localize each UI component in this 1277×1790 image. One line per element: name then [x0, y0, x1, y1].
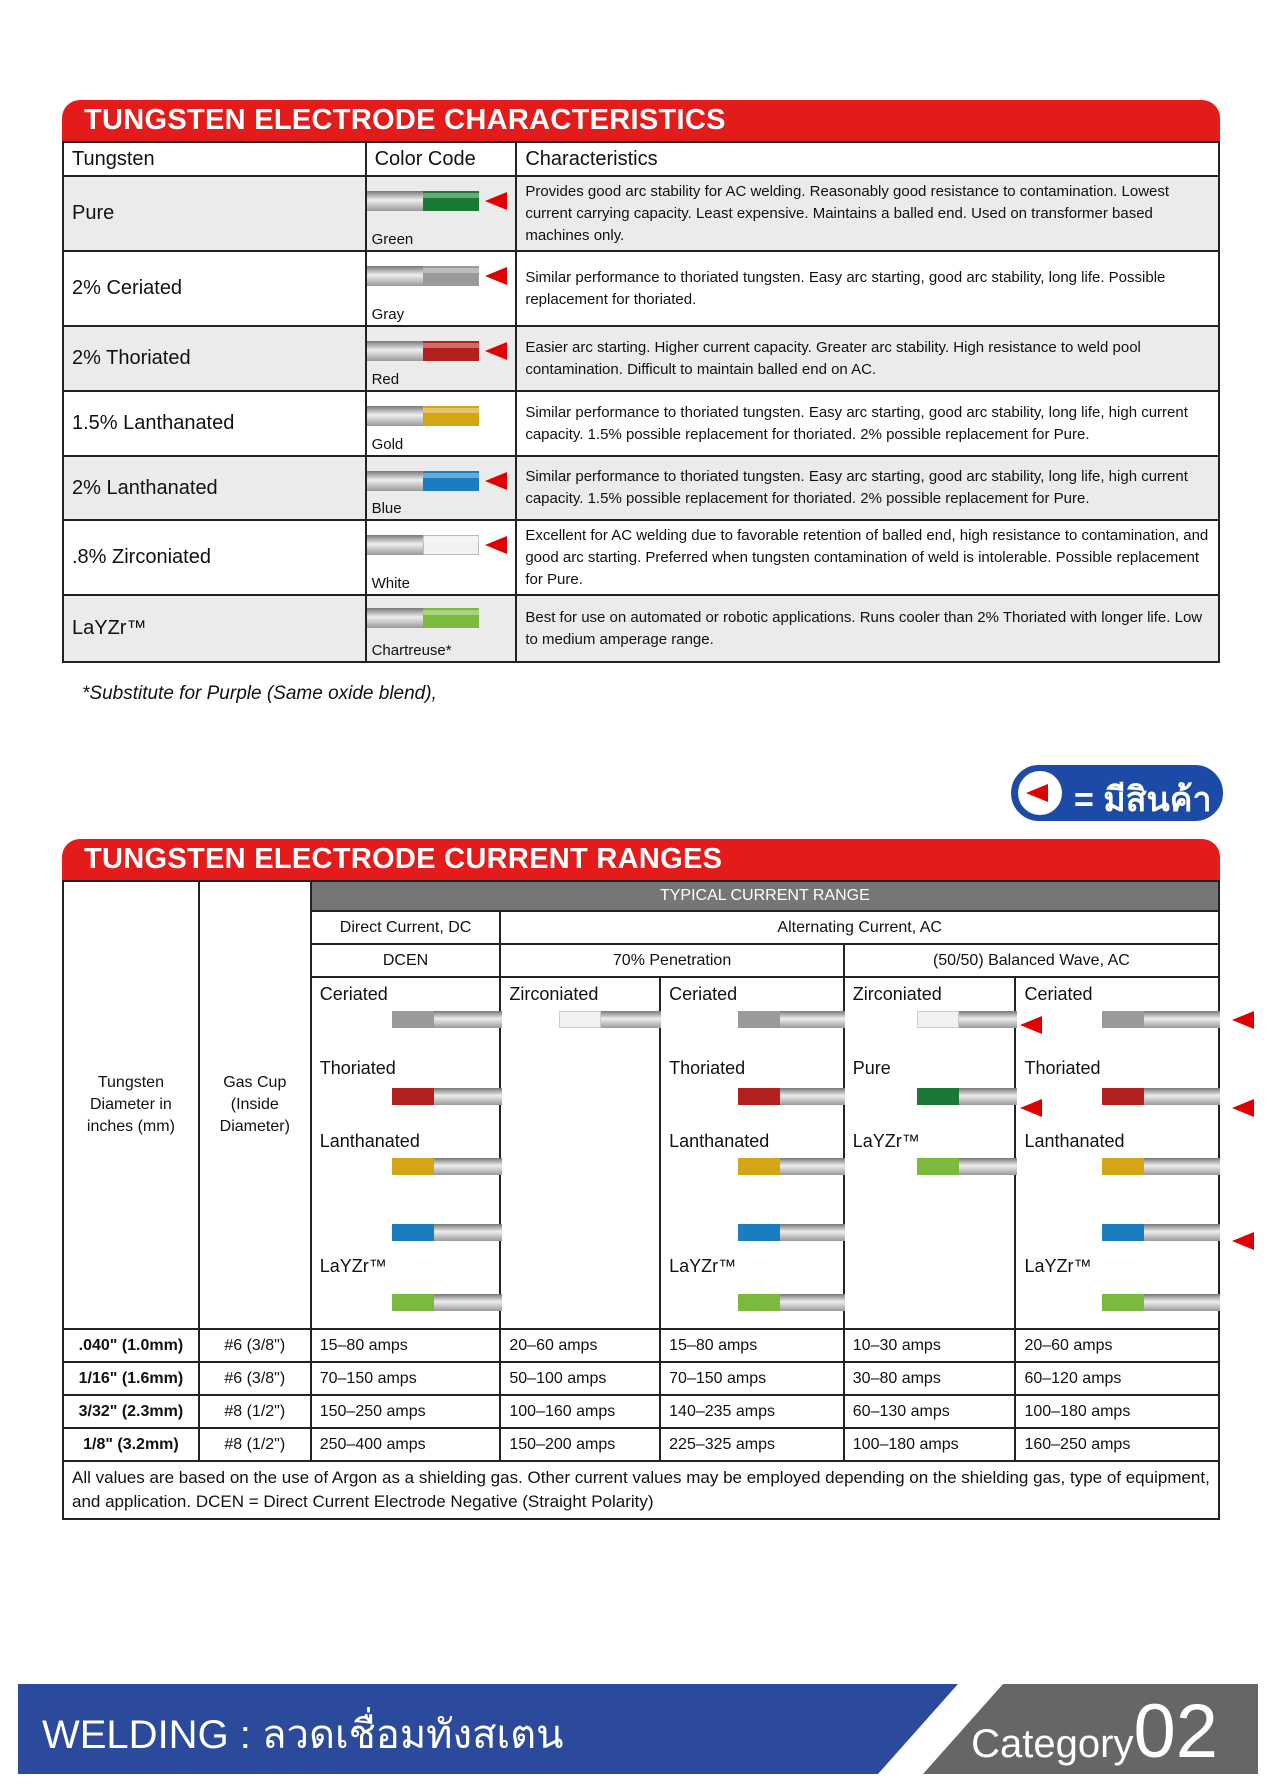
- electrode-rod: [917, 1088, 1017, 1105]
- category-label: [971, 1688, 1218, 1775]
- electrode-rod: [1102, 1158, 1220, 1175]
- electrode-rod: [367, 471, 479, 491]
- available-arrow-icon: [485, 342, 507, 360]
- substitute-note: *Substitute for Purple (Same oxide blend),: [82, 683, 437, 704]
- characteristics-row: [63, 251, 1219, 326]
- rod-color-tip: [423, 406, 479, 426]
- rod-steel: [434, 1011, 502, 1028]
- electrode-type-cell: [660, 977, 844, 1329]
- color-code-cell: [366, 251, 517, 326]
- available-arrow-icon: [1026, 784, 1048, 802]
- rod-color-tip: [917, 1011, 959, 1028]
- footer-left-text: WELDING : ลวดเชื่อมทังสเตน: [42, 1713, 564, 1757]
- diameter-header: Tungsten Diameter in inches (mm): [63, 881, 199, 1329]
- rod-steel: [434, 1088, 502, 1105]
- electrode-rod: [367, 191, 479, 211]
- tungsten-name: .8% Zirconiated: [63, 520, 366, 595]
- current-range-value: 20–60 amps: [500, 1329, 660, 1362]
- current-range-row: [63, 1329, 1219, 1362]
- electrode-rod: [738, 1224, 845, 1241]
- current-ranges-title-bar: [62, 839, 1220, 881]
- electrode-type-label: Ceriated: [669, 984, 738, 1004]
- rod-steel: [601, 1011, 661, 1028]
- rod-steel: [367, 341, 423, 361]
- current-range-value: 250–400 amps: [311, 1428, 501, 1461]
- rod-color-tip: [917, 1088, 959, 1105]
- available-arrow-icon: [485, 267, 507, 285]
- current-range-value: 20–60 amps: [1015, 1329, 1219, 1362]
- penetration-70-header: 70% Penetration: [500, 944, 843, 977]
- category-number: 02: [1133, 1689, 1218, 1774]
- rod-color-tip: [423, 266, 479, 286]
- rod-steel: [434, 1158, 502, 1175]
- current-range-value: 150–250 amps: [311, 1395, 501, 1428]
- rod-steel: [780, 1294, 845, 1311]
- header-color-code: Color Code: [366, 142, 517, 176]
- electrode-type-label: Thoriated: [669, 1058, 746, 1078]
- rod-steel: [780, 1224, 845, 1241]
- electrode-rod: [917, 1011, 1017, 1028]
- tungsten-diameter: 3/32" (2.3mm): [63, 1395, 199, 1428]
- characteristics-table: [62, 141, 1220, 663]
- current-range-value: 150–200 amps: [500, 1428, 660, 1461]
- rod-steel: [959, 1158, 1017, 1175]
- rod-color-tip: [423, 191, 479, 211]
- ac-header: Alternating Current, AC: [500, 911, 1219, 944]
- color-label: White: [371, 575, 410, 592]
- characteristics-text: Similar performance to thoriated tungsten. Easy arc starting, good arc stability, long life, high current capacity. 1.5% possible replacement for thoriated. 2% possible replacement for Pure.: [516, 391, 1219, 456]
- rod-color-tip: [423, 608, 479, 628]
- electrode-type-cell: [311, 977, 501, 1329]
- rod-color-tip: [1102, 1158, 1144, 1175]
- gas-cup-size: #8 (1/2"): [199, 1428, 311, 1461]
- rod-color-tip: [738, 1088, 780, 1105]
- available-arrow-icon: [1020, 1099, 1042, 1117]
- typical-current-range-header: TYPICAL CURRENT RANGE: [311, 881, 1219, 911]
- characteristics-text: Excellent for AC welding due to favorable retention of balled end, high resistance to contamination, and good arc starting. Preferred when tungsten contamination of weld is intolerable. Possible replacement for Pure.: [516, 520, 1219, 595]
- rod-color-tip: [1102, 1294, 1144, 1311]
- available-arrow-icon: [1020, 1016, 1042, 1034]
- color-code-cell: [366, 595, 517, 662]
- current-range-value: 30–80 amps: [844, 1362, 1016, 1395]
- electrode-rod: [559, 1011, 661, 1028]
- tungsten-name: 2% Thoriated: [63, 326, 366, 391]
- electrode-rod: [392, 1294, 502, 1311]
- current-range-value: 140–235 amps: [660, 1395, 844, 1428]
- rod-color-tip: [392, 1224, 434, 1241]
- electrode-rod: [738, 1158, 845, 1175]
- legend-text: = มีสินค้า: [1074, 781, 1212, 819]
- characteristics-title-bar: [62, 100, 1220, 142]
- rod-steel: [959, 1088, 1017, 1105]
- current-range-value: 100–160 amps: [500, 1395, 660, 1428]
- characteristics-row: [63, 520, 1219, 595]
- current-range-value: 60–130 amps: [844, 1395, 1016, 1428]
- color-code-cell: [366, 520, 517, 595]
- rod-color-tip: [738, 1294, 780, 1311]
- current-ranges-title: TUNGSTEN ELECTRODE CURRENT RANGES: [84, 843, 723, 875]
- rod-color-tip: [423, 341, 479, 361]
- rod-steel: [367, 191, 423, 211]
- available-arrow-icon: [1232, 1011, 1254, 1029]
- characteristics-row: [63, 595, 1219, 662]
- current-range-row: [63, 1395, 1219, 1428]
- rod-steel: [1144, 1088, 1220, 1105]
- rod-color-tip: [392, 1158, 434, 1175]
- electrode-type-label: LaYZr™: [1024, 1256, 1092, 1276]
- characteristics-row: [63, 326, 1219, 391]
- rod-steel: [367, 266, 423, 286]
- rod-color-tip: [917, 1158, 959, 1175]
- color-code-cell: [366, 176, 517, 251]
- characteristics-header-row: [63, 142, 1219, 176]
- current-range-value: 70–150 amps: [660, 1362, 844, 1395]
- rod-color-tip: [738, 1011, 780, 1028]
- rod-color-tip: [423, 535, 479, 555]
- rod-color-tip: [392, 1011, 434, 1028]
- electrode-type-cell: [844, 977, 1016, 1329]
- current-range-row: [63, 1428, 1219, 1461]
- available-arrow-icon: [485, 192, 507, 210]
- electrode-type-label: Ceriated: [1024, 984, 1093, 1004]
- current-range-value: 50–100 amps: [500, 1362, 660, 1395]
- rod-color-tip: [738, 1224, 780, 1241]
- tungsten-name: 1.5% Lanthanated: [63, 391, 366, 456]
- electrode-rod: [367, 341, 479, 361]
- gas-cup-size: #6 (3/8"): [199, 1329, 311, 1362]
- current-range-value: 60–120 amps: [1015, 1362, 1219, 1395]
- rod-steel: [1144, 1011, 1220, 1028]
- color-label: Red: [371, 371, 400, 388]
- tungsten-name: 2% Lanthanated: [63, 456, 366, 520]
- current-range-value: 100–180 amps: [1015, 1395, 1219, 1428]
- tungsten-name: 2% Ceriated: [63, 251, 366, 326]
- balanced-wave-header: (50/50) Balanced Wave, AC: [844, 944, 1219, 977]
- tungsten-diameter: 1/8" (3.2mm): [63, 1428, 199, 1461]
- gas-cup-header: Gas Cup (Inside Diameter): [199, 881, 311, 1329]
- electrode-type-cell: [500, 977, 660, 1329]
- current-range-row: [63, 1362, 1219, 1395]
- rod-color-tip: [1102, 1224, 1144, 1241]
- characteristics-text: Provides good arc stability for AC welding. Reasonably good resistance to contamination. Lowest current carrying capacity. Least expensive. Maintains a balled end. Used on transformer based machines only.: [516, 176, 1219, 251]
- characteristics-row: [63, 456, 1219, 520]
- electrode-rod: [917, 1158, 1017, 1175]
- available-arrow-icon: [1232, 1232, 1254, 1250]
- characteristics-text: Similar performance to thoriated tungsten. Easy arc starting, good arc stability, long life. Possible replacement for thoriated.: [516, 251, 1219, 326]
- color-code-cell: [366, 391, 517, 456]
- electrode-rod: [738, 1088, 845, 1105]
- dc-header: Direct Current, DC: [311, 911, 501, 944]
- rod-steel: [780, 1088, 845, 1105]
- rod-color-tip: [423, 471, 479, 491]
- electrode-rod: [392, 1088, 502, 1105]
- electrode-type-label: Pure: [852, 1058, 891, 1078]
- rod-steel: [1144, 1158, 1220, 1175]
- electrode-rod: [367, 266, 479, 286]
- electrode-type-label: Thoriated: [319, 1058, 396, 1078]
- tungsten-diameter: 1/16" (1.6mm): [63, 1362, 199, 1395]
- electrode-type-label: LaYZr™: [669, 1256, 737, 1276]
- availability-legend: [1011, 765, 1223, 821]
- rod-steel: [959, 1011, 1017, 1028]
- characteristics-text: Best for use on automated or robotic applications. Runs cooler than 2% Thoriated with longer life. Low to medium amperage range.: [516, 595, 1219, 662]
- current-range-value: 10–30 amps: [844, 1329, 1016, 1362]
- dcen-header: DCEN: [311, 944, 501, 977]
- electrode-rod: [738, 1294, 845, 1311]
- electrode-type-label: Lanthanated: [669, 1131, 770, 1151]
- rod-steel: [780, 1158, 845, 1175]
- current-range-value: 225–325 amps: [660, 1428, 844, 1461]
- color-label: Chartreuse*: [371, 642, 452, 659]
- electrode-rod: [367, 608, 479, 628]
- tungsten-name: LaYZr™: [63, 595, 366, 662]
- color-code-cell: [366, 456, 517, 520]
- category-word: Category: [971, 1722, 1134, 1766]
- header-tungsten: Tungsten: [63, 142, 366, 176]
- rod-steel: [434, 1294, 502, 1311]
- rod-color-tip: [559, 1011, 601, 1028]
- color-label: Gray: [371, 306, 405, 323]
- rod-steel: [780, 1011, 845, 1028]
- current-range-value: 160–250 amps: [1015, 1428, 1219, 1461]
- legend-arrow-circle: [1018, 771, 1062, 815]
- characteristics-row: [63, 176, 1219, 251]
- electrode-rod: [1102, 1011, 1220, 1028]
- characteristics-title: TUNGSTEN ELECTRODE CHARACTERISTICS: [84, 104, 726, 136]
- characteristics-row: [63, 391, 1219, 456]
- rod-steel: [1144, 1224, 1220, 1241]
- electrode-type-label: Lanthanated: [319, 1131, 420, 1151]
- electrode-type-label: Lanthanated: [1024, 1131, 1125, 1151]
- color-label: Gold: [371, 436, 404, 453]
- current-ranges-table: [62, 880, 1220, 1520]
- header-characteristics: Characteristics: [516, 142, 1219, 176]
- current-range-value: 70–150 amps: [311, 1362, 501, 1395]
- available-arrow-icon: [485, 472, 507, 490]
- rod-color-tip: [738, 1158, 780, 1175]
- rod-steel: [367, 535, 423, 555]
- gas-cup-size: #6 (3/8"): [199, 1362, 311, 1395]
- gas-cup-size: #8 (1/2"): [199, 1395, 311, 1428]
- rod-color-tip: [1102, 1088, 1144, 1105]
- electrode-rod: [367, 535, 479, 555]
- tungsten-diameter: .040" (1.0mm): [63, 1329, 199, 1362]
- electrode-rod: [392, 1224, 502, 1241]
- tungsten-name: Pure: [63, 176, 366, 251]
- color-label: Green: [371, 231, 414, 248]
- electrode-type-cell: [1015, 977, 1219, 1329]
- electrode-type-label: Zirconiated: [509, 984, 599, 1004]
- electrode-type-label: LaYZr™: [852, 1131, 920, 1151]
- available-arrow-icon: [485, 536, 507, 554]
- rod-color-tip: [1102, 1011, 1144, 1028]
- current-range-value: 15–80 amps: [311, 1329, 501, 1362]
- current-footnote: All values are based on the use of Argon as a shielding gas. Other current values may be employed depending on the shielding gas, type of equipment, and application. DCEN = Direct Current Electrode Negative (Straight Polarity): [63, 1461, 1219, 1519]
- current-range-value: 15–80 amps: [660, 1329, 844, 1362]
- rod-steel: [367, 471, 423, 491]
- electrode-type-label: Zirconiated: [852, 984, 942, 1004]
- electrode-rod: [392, 1158, 502, 1175]
- electrode-type-label: LaYZr™: [319, 1256, 387, 1276]
- footer-bar: [18, 1684, 1258, 1774]
- characteristics-text: Easier arc starting. Higher current capacity. Greater arc stability. High resistance to weld pool contamination. Difficult to maintain balled end on AC.: [516, 326, 1219, 391]
- electrode-type-label: Thoriated: [1024, 1058, 1101, 1078]
- characteristics-text: Similar performance to thoriated tungsten. Easy arc starting, good arc stability, long life, high current capacity. 1.5% possible replacement for thoriated. 2% possible replacement for Pure.: [516, 456, 1219, 520]
- rod-steel: [1144, 1294, 1220, 1311]
- color-label: Blue: [371, 500, 402, 517]
- electrode-rod: [1102, 1224, 1220, 1241]
- electrode-rod: [738, 1011, 845, 1028]
- available-arrow-icon: [1232, 1099, 1254, 1117]
- rod-steel: [367, 406, 423, 426]
- electrode-rod: [1102, 1088, 1220, 1105]
- electrode-type-label: Ceriated: [319, 984, 388, 1004]
- electrode-rod: [1102, 1294, 1220, 1311]
- rod-color-tip: [392, 1294, 434, 1311]
- color-code-cell: [366, 326, 517, 391]
- current-range-value: 100–180 amps: [844, 1428, 1016, 1461]
- electrode-rod: [367, 406, 479, 426]
- rod-steel: [367, 608, 423, 628]
- electrode-rod: [392, 1011, 502, 1028]
- rod-steel: [434, 1224, 502, 1241]
- rod-color-tip: [392, 1088, 434, 1105]
